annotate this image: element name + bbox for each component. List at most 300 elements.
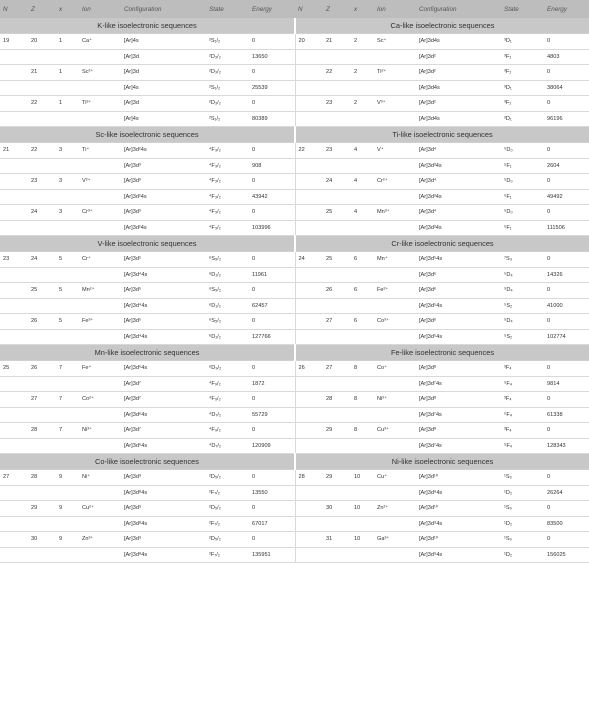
cell-x: 6 — [351, 252, 374, 268]
cell-x: 1 — [56, 34, 79, 50]
cell-energy: 0 — [249, 65, 295, 81]
cell-energy: 0 — [249, 470, 295, 486]
cell-z — [323, 267, 351, 283]
cell-z — [323, 438, 351, 454]
cell-z: 29 — [28, 501, 56, 517]
cell-ion — [374, 158, 416, 174]
cell-ion — [79, 267, 121, 283]
table-row — [0, 314, 589, 330]
column-header: N — [0, 0, 28, 18]
cell-ion: Ca⁺ — [79, 34, 121, 50]
cell-n — [295, 516, 323, 532]
cell-energy: 4803 — [544, 49, 589, 65]
cell-configuration: [Ar]3d⁶ — [416, 267, 501, 283]
cell-z — [28, 516, 56, 532]
cell-state: ⁵S₂ — [501, 298, 544, 314]
column-header: N — [295, 0, 323, 18]
cell-n — [295, 407, 323, 423]
cell-z: 23 — [323, 96, 351, 112]
cell-ion — [374, 298, 416, 314]
cell-z — [28, 220, 56, 236]
cell-state: ⁴F₉/₂ — [206, 376, 249, 392]
cell-state: ⁴D₇/₂ — [206, 407, 249, 423]
cell-z — [28, 158, 56, 174]
cell-z: 26 — [28, 314, 56, 330]
cell-z — [323, 407, 351, 423]
table-header — [0, 0, 589, 18]
table-row — [0, 158, 589, 174]
section-title: V-like isoelectronic sequences — [0, 236, 295, 252]
cell-state: ³F₂ — [501, 65, 544, 81]
cell-energy: 13650 — [249, 49, 295, 65]
cell-n — [0, 516, 28, 532]
cell-energy: 128343 — [544, 438, 589, 454]
cell-z: 25 — [28, 283, 56, 299]
cell-configuration: [Ar]3d⁵ — [121, 314, 206, 330]
cell-state: ⁵D₀ — [501, 205, 544, 221]
table-row — [0, 174, 589, 190]
cell-x — [351, 407, 374, 423]
cell-x: 9 — [56, 470, 79, 486]
cell-energy: 80389 — [249, 111, 295, 127]
cell-x: 5 — [56, 314, 79, 330]
cell-z: 25 — [323, 252, 351, 268]
cell-state: ³D₁ — [501, 34, 544, 50]
table-row — [0, 34, 589, 50]
cell-state: ⁶D₁/₂ — [206, 329, 249, 345]
cell-n — [0, 96, 28, 112]
cell-configuration: [Ar]3d²4s — [121, 143, 206, 159]
cell-energy: 0 — [544, 423, 589, 439]
cell-configuration: [Ar]3d — [121, 96, 206, 112]
cell-energy: 43942 — [249, 189, 295, 205]
cell-z — [28, 485, 56, 501]
column-header: Configuration — [121, 0, 206, 18]
cell-ion: Cu⁺ — [374, 470, 416, 486]
cell-x: 2 — [351, 34, 374, 50]
section-title: Cr-like isoelectronic sequences — [295, 236, 589, 252]
cell-energy: 0 — [249, 501, 295, 517]
cell-configuration: [Ar]3d⁶4s — [121, 438, 206, 454]
cell-configuration: [Ar]3d⁴4s — [121, 329, 206, 345]
table-row — [0, 532, 589, 548]
cell-state: ⁵D₄ — [501, 267, 544, 283]
cell-z — [323, 329, 351, 345]
cell-z: 23 — [28, 174, 56, 190]
section-title: Fe-like isoelectronic sequences — [295, 345, 589, 361]
cell-configuration: [Ar]3d³ — [121, 158, 206, 174]
cell-energy: 49492 — [544, 189, 589, 205]
cell-z: 21 — [323, 34, 351, 50]
cell-state: ¹D₂ — [501, 516, 544, 532]
cell-state: ¹S₀ — [501, 501, 544, 517]
cell-x: 3 — [56, 174, 79, 190]
cell-x: 10 — [351, 532, 374, 548]
cell-n — [295, 532, 323, 548]
cell-configuration: [Ar]3d⁵4s — [416, 252, 501, 268]
cell-energy: 0 — [544, 65, 589, 81]
cell-z — [28, 189, 56, 205]
cell-n: 20 — [295, 34, 323, 50]
cell-energy: 0 — [544, 501, 589, 517]
cell-x — [351, 189, 374, 205]
cell-energy: 135951 — [249, 547, 295, 563]
section-header-row — [0, 454, 589, 470]
cell-n — [295, 111, 323, 127]
cell-z: 22 — [28, 143, 56, 159]
cell-x: 7 — [56, 361, 79, 377]
cell-state: ⁷S₃ — [501, 252, 544, 268]
cell-energy: 127766 — [249, 329, 295, 345]
cell-configuration: [Ar]3d² — [416, 65, 501, 81]
cell-configuration: [Ar]3d³ — [121, 174, 206, 190]
cell-energy: 38064 — [544, 80, 589, 96]
cell-configuration: [Ar]4s — [121, 34, 206, 50]
cell-energy: 0 — [544, 205, 589, 221]
cell-energy: 14326 — [544, 267, 589, 283]
cell-configuration: [Ar]3d⁶4s — [121, 407, 206, 423]
cell-z: 28 — [28, 423, 56, 439]
cell-x — [56, 111, 79, 127]
cell-ion: Fe⁺ — [79, 361, 121, 377]
cell-z: 30 — [323, 501, 351, 517]
cell-z — [28, 267, 56, 283]
cell-z — [28, 438, 56, 454]
cell-ion — [79, 80, 121, 96]
cell-x — [56, 220, 79, 236]
cell-z — [28, 111, 56, 127]
cell-z: 28 — [28, 470, 56, 486]
cell-ion — [374, 220, 416, 236]
cell-energy: 13550 — [249, 485, 295, 501]
cell-z: 24 — [323, 174, 351, 190]
cell-state: ⁴F₃/₂ — [206, 205, 249, 221]
column-header: Ion — [79, 0, 121, 18]
cell-n — [0, 298, 28, 314]
cell-state: ²S₁/₂ — [206, 34, 249, 50]
cell-ion: V³⁺ — [374, 96, 416, 112]
column-header: x — [351, 0, 374, 18]
column-header: Energy — [544, 0, 589, 18]
cell-n — [0, 329, 28, 345]
cell-ion — [79, 485, 121, 501]
cell-configuration: [Ar]3d³ — [121, 205, 206, 221]
cell-state: ²F₇/₂ — [206, 485, 249, 501]
cell-ion: Cr³⁺ — [79, 205, 121, 221]
cell-z: 25 — [323, 205, 351, 221]
cell-ion — [79, 376, 121, 392]
cell-x: 10 — [351, 501, 374, 517]
cell-ion — [79, 189, 121, 205]
cell-n — [295, 314, 323, 330]
table-row — [0, 298, 589, 314]
cell-z — [28, 407, 56, 423]
table-row — [0, 392, 589, 408]
cell-ion — [79, 329, 121, 345]
cell-ion: Fe³⁺ — [79, 314, 121, 330]
cell-energy: 9814 — [544, 376, 589, 392]
cell-state: ³D₁ — [501, 111, 544, 127]
cell-energy: 26264 — [544, 485, 589, 501]
cell-z: 27 — [323, 314, 351, 330]
cell-n — [295, 392, 323, 408]
column-header: Z — [28, 0, 56, 18]
cell-n: 23 — [0, 252, 28, 268]
cell-energy: 0 — [544, 34, 589, 50]
cell-z: 26 — [323, 283, 351, 299]
cell-configuration: [Ar]3d¹⁰ — [416, 501, 501, 517]
cell-n — [295, 80, 323, 96]
cell-n — [0, 532, 28, 548]
cell-configuration: [Ar]3d³4s — [416, 220, 501, 236]
cell-ion — [374, 49, 416, 65]
cell-z: 27 — [323, 361, 351, 377]
cell-energy: 0 — [249, 252, 295, 268]
cell-configuration: [Ar]3d⁸ — [416, 423, 501, 439]
cell-configuration: [Ar]3d — [121, 49, 206, 65]
cell-state: ⁶S₅/₂ — [206, 283, 249, 299]
cell-configuration: [Ar]3d — [121, 65, 206, 81]
cell-configuration: [Ar]3d⁶4s — [121, 361, 206, 377]
cell-state: ⁵D₄ — [501, 314, 544, 330]
cell-x — [351, 49, 374, 65]
cell-x — [351, 516, 374, 532]
cell-n — [0, 314, 28, 330]
cell-configuration: [Ar]3d⁸4s — [121, 547, 206, 563]
table-row — [0, 501, 589, 517]
cell-n — [295, 49, 323, 65]
cell-state: ²D₃/₂ — [206, 65, 249, 81]
cell-state: ⁴F₉/₂ — [206, 423, 249, 439]
cell-n — [295, 189, 323, 205]
cell-n — [295, 205, 323, 221]
cell-energy: 96196 — [544, 111, 589, 127]
cell-energy: 0 — [249, 361, 295, 377]
cell-x — [56, 49, 79, 65]
cell-ion: Sc²⁺ — [79, 65, 121, 81]
cell-n — [295, 423, 323, 439]
cell-configuration: [Ar]3d⁹4s — [416, 485, 501, 501]
table-row — [0, 376, 589, 392]
cell-configuration: [Ar]3d⁵4s — [416, 329, 501, 345]
cell-energy: 0 — [544, 252, 589, 268]
cell-ion: Zn²⁺ — [374, 501, 416, 517]
cell-x — [351, 376, 374, 392]
cell-n — [0, 547, 28, 563]
cell-ion: Ti³⁺ — [79, 96, 121, 112]
cell-ion — [374, 111, 416, 127]
column-header: State — [501, 0, 544, 18]
cell-x — [56, 407, 79, 423]
cell-ion — [374, 485, 416, 501]
section-title: Co-like isoelectronic sequences — [0, 454, 295, 470]
cell-energy: 120909 — [249, 438, 295, 454]
cell-z: 22 — [323, 65, 351, 81]
cell-energy: 111506 — [544, 220, 589, 236]
cell-configuration: [Ar]3d⁷ — [121, 392, 206, 408]
cell-x: 7 — [56, 392, 79, 408]
cell-z — [323, 547, 351, 563]
cell-state: ⁵F₁ — [501, 189, 544, 205]
cell-x — [56, 516, 79, 532]
cell-configuration: [Ar]3d⁴ — [416, 143, 501, 159]
cell-ion: Cr²⁺ — [374, 174, 416, 190]
cell-energy: 908 — [249, 158, 295, 174]
cell-n — [295, 220, 323, 236]
cell-x: 5 — [56, 252, 79, 268]
section-title: K-like isoelectronic sequences — [0, 18, 295, 34]
cell-n — [0, 485, 28, 501]
cell-configuration: [Ar]3d⁹ — [121, 470, 206, 486]
cell-state: ⁶D₁/₂ — [206, 267, 249, 283]
table-row — [0, 49, 589, 65]
cell-ion — [374, 516, 416, 532]
cell-energy: 0 — [249, 96, 295, 112]
cell-ion: V²⁺ — [79, 174, 121, 190]
cell-n — [0, 205, 28, 221]
cell-state: ⁴F₃/₂ — [206, 143, 249, 159]
cell-z: 22 — [28, 96, 56, 112]
cell-configuration: [Ar]3d4s — [416, 80, 501, 96]
cell-n: 27 — [0, 470, 28, 486]
table-row — [0, 252, 589, 268]
cell-n: 28 — [295, 470, 323, 486]
cell-configuration: [Ar]3d⁵ — [121, 283, 206, 299]
cell-state: ⁴F₃/₂ — [206, 220, 249, 236]
cell-ion: Ti⁺ — [79, 143, 121, 159]
cell-n — [295, 174, 323, 190]
cell-n — [295, 267, 323, 283]
cell-configuration: [Ar]3d²4s — [121, 189, 206, 205]
cell-configuration: [Ar]3d³4s — [416, 189, 501, 205]
cell-n — [0, 158, 28, 174]
cell-x: 1 — [56, 96, 79, 112]
cell-z — [28, 376, 56, 392]
cell-configuration: [Ar]3d⁸4s — [121, 516, 206, 532]
cell-energy: 0 — [249, 174, 295, 190]
cell-energy: 103996 — [249, 220, 295, 236]
cell-configuration: [Ar]3d⁴ — [416, 174, 501, 190]
cell-x — [56, 376, 79, 392]
cell-state: ⁵F₄ — [501, 438, 544, 454]
cell-x — [56, 298, 79, 314]
table-row — [0, 516, 589, 532]
section-title: Ni-like isoelectronic sequences — [295, 454, 589, 470]
cell-ion: Ni³⁺ — [79, 423, 121, 439]
cell-ion — [79, 516, 121, 532]
cell-n — [0, 111, 28, 127]
cell-z — [323, 376, 351, 392]
cell-ion — [79, 158, 121, 174]
cell-state: ⁴F₃/₂ — [206, 158, 249, 174]
cell-state: ⁴F₃/₂ — [206, 189, 249, 205]
column-header: Configuration — [416, 0, 501, 18]
cell-z: 30 — [28, 532, 56, 548]
cell-z — [28, 298, 56, 314]
cell-x — [56, 267, 79, 283]
cell-n — [0, 423, 28, 439]
cell-ion: Fe²⁺ — [374, 283, 416, 299]
column-header: Z — [323, 0, 351, 18]
table-row — [0, 485, 589, 501]
cell-energy: 0 — [249, 283, 295, 299]
cell-n — [295, 158, 323, 174]
column-header: Ion — [374, 0, 416, 18]
cell-n — [295, 376, 323, 392]
cell-n: 19 — [0, 34, 28, 50]
cell-energy: 83500 — [544, 516, 589, 532]
cell-energy: 0 — [249, 205, 295, 221]
cell-n: 25 — [0, 361, 28, 377]
cell-n — [0, 65, 28, 81]
cell-x — [56, 485, 79, 501]
cell-energy: 67017 — [249, 516, 295, 532]
cell-z: 24 — [28, 252, 56, 268]
cell-energy: 102774 — [544, 329, 589, 345]
cell-state: ²S₁/₂ — [206, 111, 249, 127]
cell-configuration: [Ar]3d⁹4s — [416, 516, 501, 532]
section-title: Ti-like isoelectronic sequences — [295, 127, 589, 143]
cell-n — [295, 298, 323, 314]
cell-ion: Ga³⁺ — [374, 532, 416, 548]
cell-energy: 61338 — [544, 407, 589, 423]
cell-x — [351, 547, 374, 563]
cell-configuration: [Ar]4s — [121, 111, 206, 127]
cell-ion — [374, 407, 416, 423]
cell-state: ³F₄ — [501, 423, 544, 439]
section-title: Sc-like isoelectronic sequences — [0, 127, 295, 143]
cell-z — [323, 80, 351, 96]
cell-state: ⁵D₀ — [501, 143, 544, 159]
cell-z: 29 — [323, 423, 351, 439]
cell-ion: Mn⁺ — [374, 252, 416, 268]
cell-state: ²F₇/₂ — [206, 516, 249, 532]
cell-energy: 0 — [544, 392, 589, 408]
cell-z — [323, 485, 351, 501]
cell-z — [28, 80, 56, 96]
cell-energy: 0 — [544, 96, 589, 112]
table-row — [0, 111, 589, 127]
cell-configuration: [Ar]3d⁹ — [121, 532, 206, 548]
cell-z — [323, 189, 351, 205]
cell-state: ¹D₂ — [501, 547, 544, 563]
cell-configuration: [Ar]3d²4s — [121, 220, 206, 236]
cell-ion: Mn³⁺ — [374, 205, 416, 221]
cell-energy: 41000 — [544, 298, 589, 314]
cell-configuration: [Ar]3d⁷ — [121, 423, 206, 439]
cell-ion: Ni²⁺ — [374, 392, 416, 408]
cell-z — [323, 111, 351, 127]
cell-configuration: [Ar]3d² — [416, 49, 501, 65]
cell-z: 27 — [28, 392, 56, 408]
section-header-row — [0, 345, 589, 361]
cell-ion — [374, 267, 416, 283]
cell-x — [56, 189, 79, 205]
cell-ion: Co²⁺ — [79, 392, 121, 408]
section-header-row — [0, 236, 589, 252]
cell-ion: V⁺ — [374, 143, 416, 159]
table-row — [0, 329, 589, 345]
cell-x: 3 — [56, 205, 79, 221]
cell-configuration: [Ar]3d⁴4s — [121, 267, 206, 283]
column-header: State — [206, 0, 249, 18]
cell-z: 23 — [323, 143, 351, 159]
cell-x — [56, 158, 79, 174]
cell-x — [56, 329, 79, 345]
cell-energy: 1872 — [249, 376, 295, 392]
cell-x — [351, 438, 374, 454]
cell-state: ⁴D₇/₂ — [206, 438, 249, 454]
